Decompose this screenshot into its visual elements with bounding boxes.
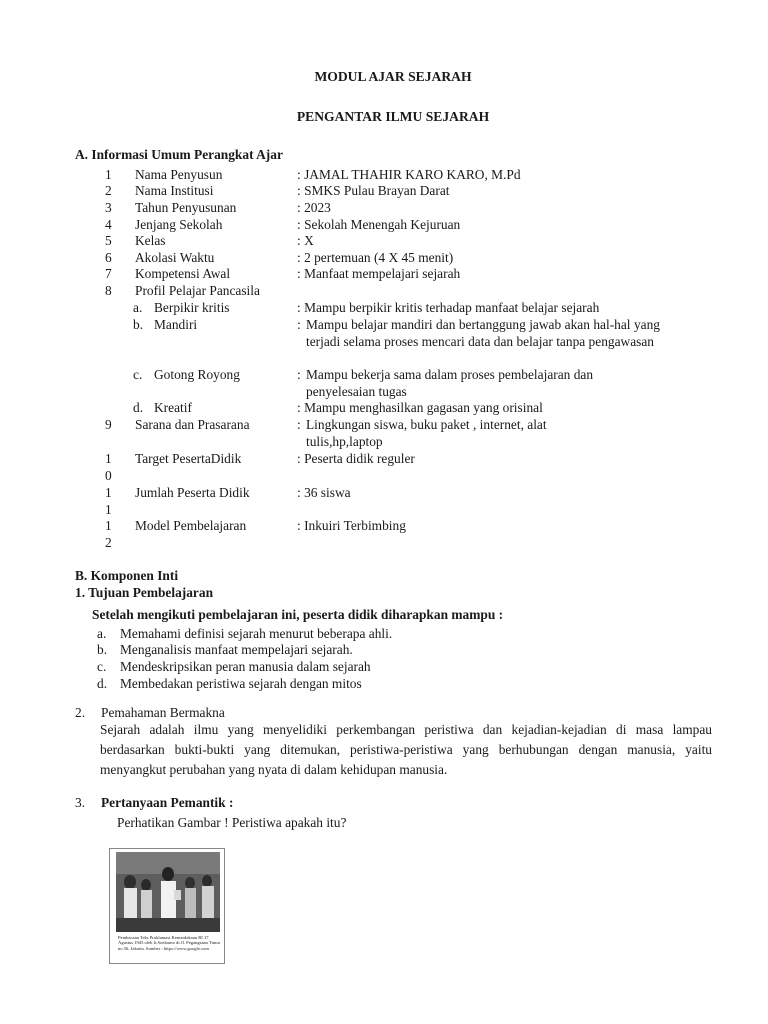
profil-value: : Mampu berpikir kritis terhadap manfaat belajar sejarah	[297, 300, 600, 315]
profil-colon: :	[297, 317, 301, 332]
profil-value: Mampu belajar mandiri dan bertanggung jawab akan hal-hal yang terjadi selama proses mencari data dan belajar tanpa pengawasan	[306, 317, 660, 349]
row-value: : SMKS Pulau Brayan Darat	[297, 183, 450, 198]
row-number: 8	[105, 283, 112, 298]
objective-item	[97, 626, 392, 643]
info-row	[0, 200, 768, 217]
info-row	[0, 183, 768, 200]
row-label: Profil Pelajar Pancasila	[135, 283, 260, 298]
section-b-heading: B. Komponen Inti	[75, 568, 179, 583]
row-number-cont: 0	[105, 468, 112, 483]
row-number-cont: 2	[105, 535, 112, 550]
tujuan-intro: Setelah mengikuti pembelajaran ini, peserta didik diharapkan mampu :	[92, 607, 504, 622]
profil-item	[0, 317, 768, 369]
row-value: : Inkuiri Terbimbing	[297, 518, 406, 533]
proclamation-photo	[109, 848, 225, 964]
objective-item	[97, 659, 371, 676]
info-row	[0, 417, 768, 451]
row-label: Akolasi Waktu	[135, 250, 215, 265]
row-value: : Peserta didik reguler	[297, 451, 415, 466]
objective-marker: b.	[97, 642, 108, 657]
row-label: Nama Penyusun	[135, 167, 223, 182]
document-title: MODUL AJAR SEJARAH	[314, 69, 472, 84]
objective-text: Memahami definisi sejarah menurut beberapa ahli.	[120, 626, 393, 641]
profil-item	[0, 300, 768, 317]
row-value: : JAMAL THAHIR KARO KARO, M.Pd	[297, 167, 521, 182]
objective-item	[97, 676, 362, 693]
document-subtitle: PENGANTAR ILMU SEJARAH	[296, 109, 490, 124]
pemahaman-number: 2.	[75, 705, 86, 720]
profil-label: Berpikir kritis	[154, 300, 230, 315]
info-row	[0, 233, 768, 250]
profil-marker: b.	[133, 317, 144, 332]
profil-label: Kreatif	[154, 400, 192, 415]
info-row	[0, 283, 768, 300]
objective-marker: d.	[97, 676, 108, 691]
row-number: 4	[105, 217, 112, 232]
row-label: Jenjang Sekolah	[135, 217, 223, 232]
photo-image	[116, 852, 220, 932]
row-label: Jumlah Peserta Didik	[135, 485, 250, 500]
row-value: : 36 siswa	[297, 485, 351, 500]
profil-label: Mandiri	[154, 317, 198, 332]
profil-value: : Mampu menghasilkan gagasan yang orisinal	[297, 400, 543, 415]
pertanyaan-number: 3.	[75, 795, 86, 810]
row-label: Nama Institusi	[135, 183, 214, 198]
objective-marker: a.	[97, 626, 107, 641]
objective-text: Membedakan peristiwa sejarah dengan mitos	[120, 676, 362, 691]
row-number: 1	[105, 451, 112, 466]
info-row	[0, 485, 768, 519]
row-label: Tahun Penyusunan	[135, 200, 237, 215]
pertanyaan-text: Perhatikan Gambar ! Peristiwa apakah itu?	[117, 815, 347, 830]
row-number: 5	[105, 233, 112, 248]
row-number: 9	[105, 417, 112, 432]
profil-value: Mampu bekerja sama dalam proses pembelajaran dan penyelesaian tugas	[306, 367, 594, 399]
pertanyaan-heading: Pertanyaan Pemantik :	[101, 795, 234, 810]
info-row	[0, 451, 768, 485]
row-value: : 2 pertemuan (4 X 45 menit)	[297, 250, 454, 265]
row-value: Lingkungan siswa, buku paket , internet, alat tulis,hp,laptop	[306, 417, 547, 449]
profil-colon: :	[297, 367, 301, 382]
info-row	[0, 217, 768, 234]
profil-marker: a.	[133, 300, 143, 315]
profil-marker: d.	[133, 400, 144, 415]
row-number: 2	[105, 183, 112, 198]
profil-marker: c.	[133, 367, 143, 382]
profil-label: Gotong Royong	[154, 367, 240, 382]
row-number: 7	[105, 266, 112, 281]
objective-item	[97, 642, 353, 659]
objective-text: Menganalisis manfaat mempelajari sejarah.	[120, 642, 353, 657]
section-a-heading: A. Informasi Umum Perangkat Ajar	[75, 147, 283, 162]
row-label: Kelas	[135, 233, 166, 248]
info-row	[0, 250, 768, 267]
row-value: : Sekolah Menengah Kejuruan	[297, 217, 461, 232]
row-number-cont: 1	[105, 502, 112, 517]
pemahaman-heading: Pemahaman Bermakna	[101, 705, 225, 720]
info-row	[0, 266, 768, 283]
row-colon: :	[297, 417, 301, 432]
info-row	[0, 518, 768, 552]
profil-item	[0, 400, 768, 417]
row-value: : X	[297, 233, 314, 248]
photo-scene-graphic	[116, 852, 220, 932]
row-value: : 2023	[297, 200, 331, 215]
info-row	[0, 167, 768, 184]
row-number: 3	[105, 200, 112, 215]
photo-caption: Pembacaan Teks Proklamasi Kemerdekaan RI 17 Agustus 1945 oleh Ir.Soekarno di Jl. Pegangsaan Timur no.56, Jakarta. Sumber : https://www.google.com	[118, 935, 221, 951]
pemahaman-paragraph: Sejarah adalah ilmu yang menyelidiki perkembangan peristiwa dan kejadian-kejadian di masa lampau berdasarkan bukti-bukti yang ditemukan, peristiwa-peristiwa yang berhubungan dengan manusia, yaitu menyangkut perubahan yang nyata di dalam kehidupan manusia.	[100, 722, 712, 777]
objective-text: Mendeskripsikan peran manusia dalam sejarah	[120, 659, 371, 674]
tujuan-heading: 1. Tujuan Pembelajaran	[75, 585, 214, 600]
objective-marker: c.	[97, 659, 107, 674]
row-label: Kompetensi Awal	[135, 266, 231, 281]
row-number: 1	[105, 485, 112, 500]
profil-item	[0, 367, 768, 401]
row-label: Target PesertaDidik	[135, 451, 242, 466]
row-number: 1	[105, 518, 112, 533]
row-label: Sarana dan Prasarana	[135, 417, 250, 432]
row-value: : Manfaat mempelajari sejarah	[297, 266, 461, 281]
row-number: 6	[105, 250, 112, 265]
row-label: Model Pembelajaran	[135, 518, 247, 533]
row-number: 1	[105, 167, 112, 182]
